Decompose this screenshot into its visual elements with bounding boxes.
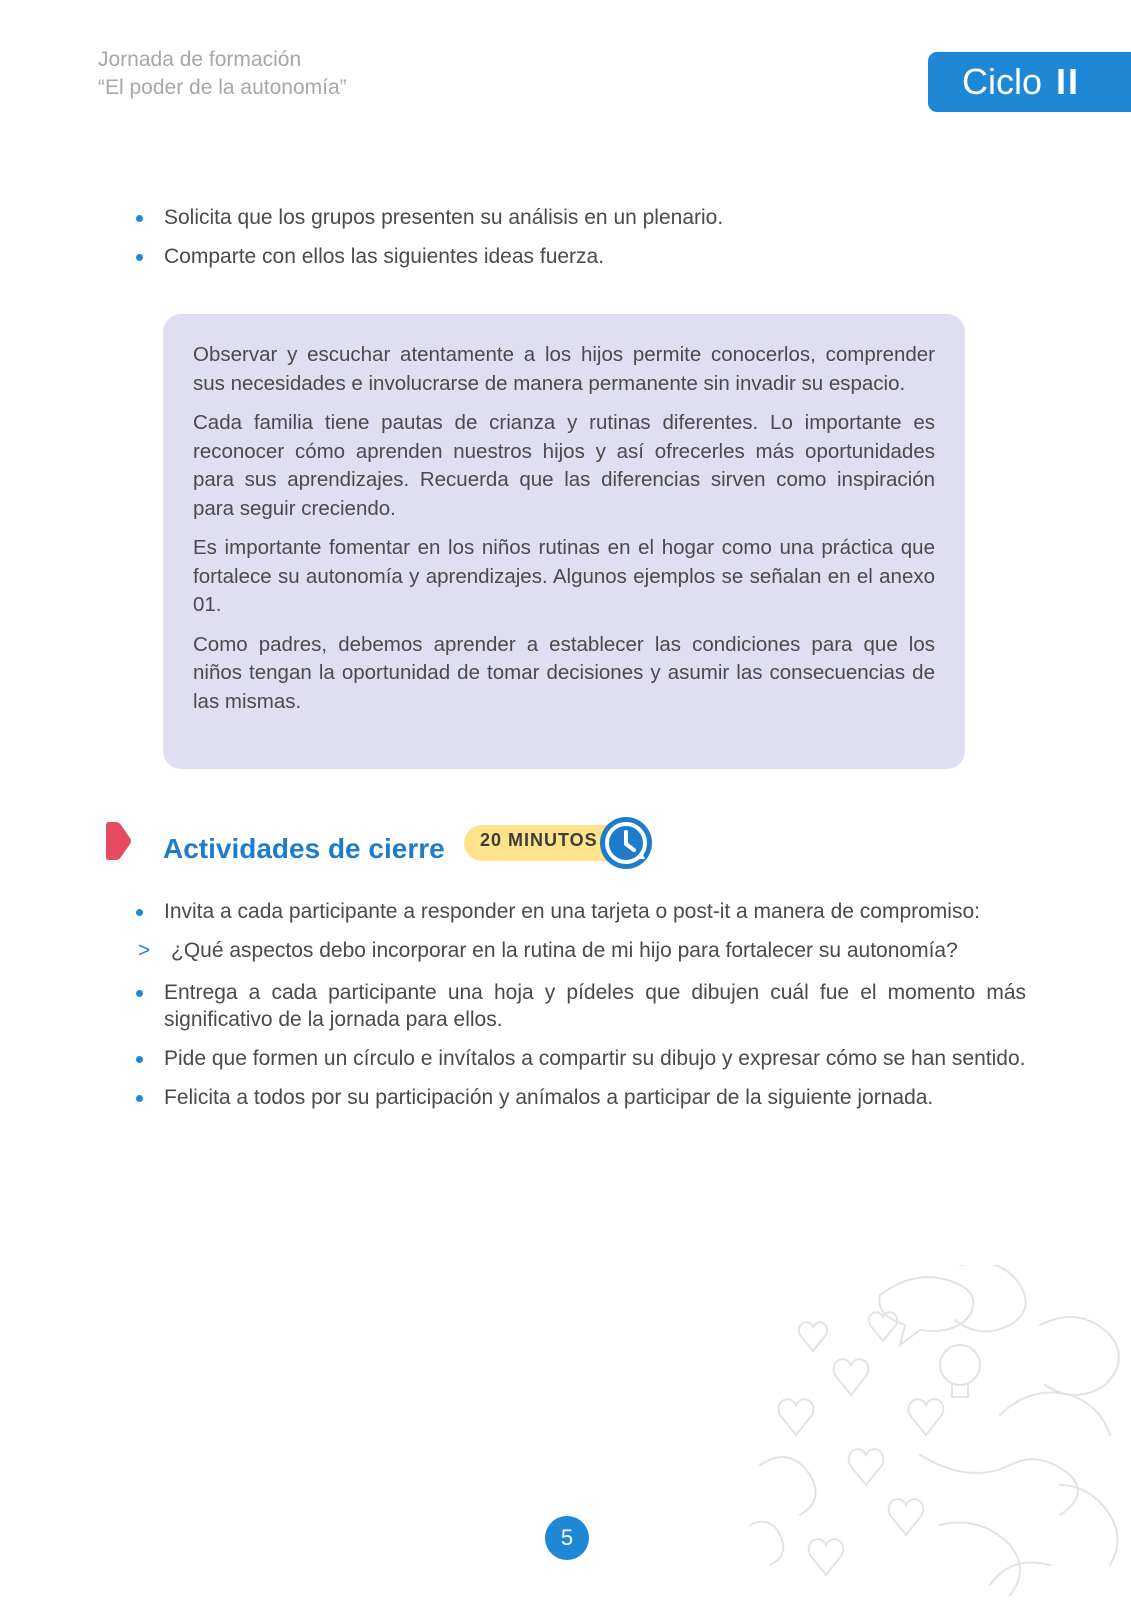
list-item bbox=[136, 1045, 1026, 1072]
time-label: 20 MINUTOS bbox=[480, 830, 598, 850]
list-item bbox=[136, 204, 1026, 231]
list-item bbox=[136, 979, 1026, 1033]
chevron-right-icon: > bbox=[138, 939, 151, 962]
idea-paragraph: Observar y escuchar atentamente a los hijos permite conocerlos, comprender sus necesidades e involucrarse de manera permanente sin invadir su espacio. bbox=[193, 343, 935, 395]
header-line-2: “El poder de la autonomía” bbox=[98, 76, 347, 99]
list-item-text: Pide que formen un círculo e invítalos a compartir su dibujo y expresar cómo se han sentido. bbox=[164, 1047, 1026, 1070]
idea-paragraph: Es importante fomentar en los niños rutinas en el hogar como una práctica que fortalece su autonomía y aprendizajes. Algunos ejemplos se señalan en el anexo 01. bbox=[193, 536, 935, 616]
list-item-text: Entrega a cada participante una hoja y pídeles que dibujen cuál fue el momento más significativo de la jornada para ellos. bbox=[164, 981, 1026, 1031]
sub-list-item bbox=[138, 935, 1026, 967]
bullet-dot-icon bbox=[136, 1095, 143, 1102]
list-item-text: Solicita que los grupos presenten su análisis en un plenario. bbox=[164, 206, 724, 229]
key-ideas-box bbox=[163, 314, 965, 769]
list-item bbox=[136, 898, 1026, 925]
bullet-dot-icon bbox=[136, 254, 143, 261]
clock-arrow-icon bbox=[598, 815, 654, 871]
section-marker-icon bbox=[106, 822, 131, 860]
section-title: Actividades de cierre bbox=[163, 833, 445, 864]
intro-list bbox=[136, 204, 1026, 282]
list-item-text: Comparte con ellos las siguientes ideas fuerza. bbox=[164, 245, 605, 268]
bullet-dot-icon bbox=[136, 215, 143, 222]
bullet-dot-icon bbox=[136, 1056, 143, 1063]
idea-paragraph: Como padres, debemos aprender a establecer las condiciones para que los niños tengan la oportunidad de tomar decisiones y asumir las consecuencias de las mismas. bbox=[193, 632, 935, 713]
hands-hearts-decoration bbox=[740, 1265, 1131, 1600]
cycle-number: II bbox=[1056, 61, 1081, 102]
bullet-dot-icon bbox=[136, 990, 143, 997]
cycle-badge bbox=[928, 52, 1131, 112]
page-number: 5 bbox=[545, 1516, 589, 1560]
list-item-text: Felicita a todos por su participación y anímalos a participar de la siguiente jornada. bbox=[164, 1086, 934, 1109]
closing-list bbox=[136, 898, 1026, 1123]
list-item bbox=[136, 1084, 1026, 1111]
idea-paragraph: Cada familia tiene pautas de crianza y rutinas diferentes. Lo importante es reconocer cómo aprenden nuestros hijos y así ofrecerles más oportunidades para sus aprendizajes. Recuerda que las diferencias sirven como inspiración para seguir creciendo. bbox=[193, 411, 935, 520]
cycle-label: Ciclo bbox=[962, 61, 1043, 102]
header-title bbox=[98, 46, 347, 102]
list-item-text: Invita a cada participante a responder en una tarjeta o post-it a manera de compromiso: bbox=[164, 900, 980, 923]
bullet-dot-icon bbox=[136, 909, 143, 916]
header-line-1: Jornada de formación bbox=[98, 48, 302, 71]
list-item bbox=[136, 243, 1026, 270]
sub-list-item-text: ¿Qué aspectos debo incorporar en la rutina de mi hijo para fortalecer su autonomía? bbox=[171, 939, 958, 962]
